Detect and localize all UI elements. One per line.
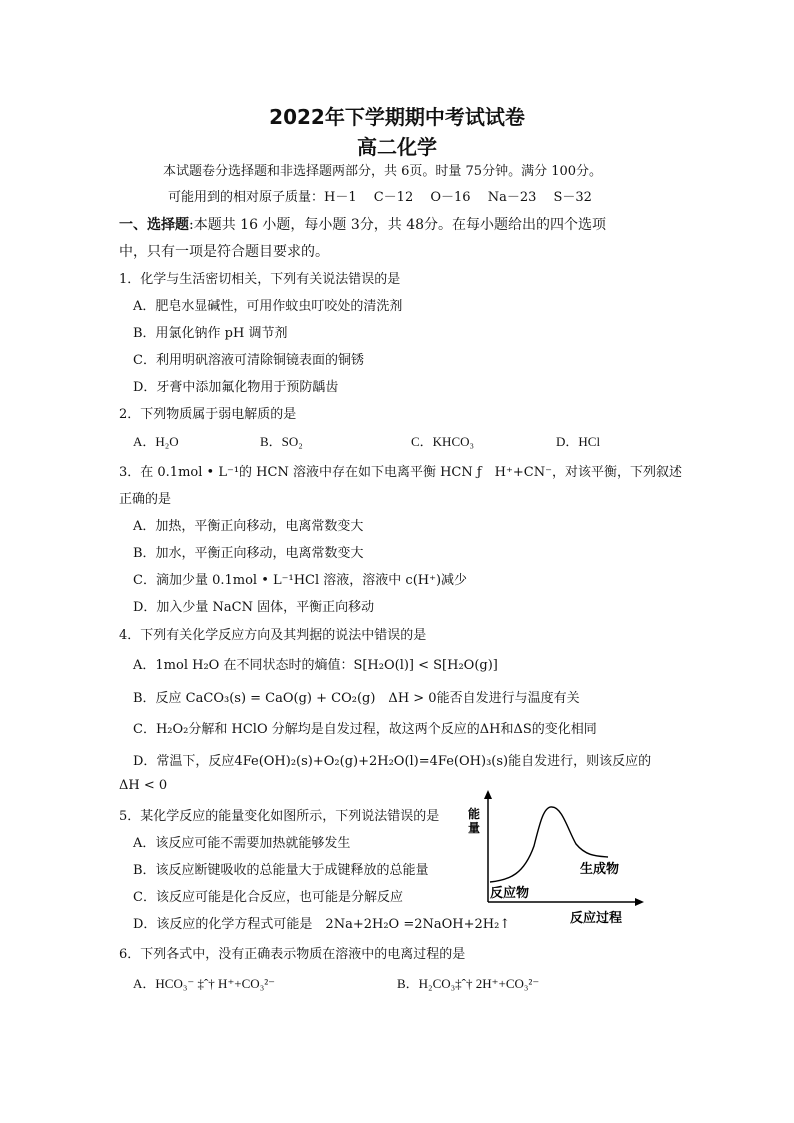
q4-option-a: A．1mol H₂O 在不同状态时的熵值：S[H₂O(l)] < S[H₂O(g)] [133,658,498,673]
q3-option-a: A．加热，平衡正向移动，电离常数变大 [133,519,364,534]
y-axis-arrow-icon [484,790,492,799]
q5-stem: 5．某化学反应的能量变化如图所示，下列说法错误的是 [119,809,440,824]
q3-option-d: D．加入少量 NaCN 固体，平衡正向移动 [133,600,375,615]
product-label: 生成物 [580,862,620,877]
section-header [119,214,606,234]
y-axis-label-bottom: 量 [468,821,481,835]
x-axis-label: 反应过程 [570,911,623,926]
q1-option-b: B．用氯化钠作 pH 调节剂 [133,326,288,341]
q3-stem-line1: 3．在 0.1mol • L⁻¹的 HCN 溶液中存在如下电离平衡 HCN ƒ H⁺+CN⁻，对该平衡，下列叙述 [119,465,682,480]
exam-title: 2022年下学期期中考试试卷 [269,105,525,129]
section-text-2: 中，只有一项是符合题目要求的。 [119,244,329,260]
q2-option-c: C．KHCO₃ [411,434,475,449]
q2-option-d: D．HCl [556,434,601,449]
q4-option-d-line1: D．常温下，反应4Fe(OH)₂(s)+O₂(g)+2H₂O(l)=4Fe(OH)₃(s)能自发进行，则该反应的 [133,754,652,769]
q5-option-d: D．该反应的化学方程式可能是 2Na+2H₂O =2NaOH+2H₂↑ [133,917,511,932]
q1-stem: 1．化学与生活密切相关，下列有关说法错误的是 [119,272,401,287]
exam-subject: 高二化学 [357,135,437,159]
q4-option-d-line2: ΔH < 0 [119,778,168,793]
q3-stem-line2: 正确的是 [119,492,172,507]
reactant-label: 反应物 [490,886,530,901]
q2-stem: 2．下列物质属于弱电解质的是 [119,407,297,422]
q3-option-c: C．滴加少量 0.1mol • L⁻¹HCl 溶液，溶液中 c(H⁺)减少 [133,573,468,588]
q5-option-a: A．该反应可能不需要加热就能够发生 [133,836,351,851]
q6-stem: 6．下列各式中，没有正确表示物质在溶液中的电离过程的是 [119,947,466,962]
atomic-masses: 可能用到的相对原子质量：H－1 C－12 O－16 Na－23 S－32 [168,190,592,205]
q1-option-d: D．牙膏中添加氟化物用于预防龋齿 [133,380,339,395]
q4-stem: 4．下列有关化学反应方向及其判据的说法中错误的是 [119,628,427,643]
q4-option-c: C．H₂O₂分解和 HClO 分解均是自发过程，故这两个反应的ΔH和ΔS的变化相同 [133,722,597,737]
exam-intro: 本试题卷分选择题和非选择题两部分，共 6页。时量 75分钟。满分 100分。 [163,164,603,179]
q6-option-b: B．H₂CO₃‡ˆ† 2H⁺+CO₃²⁻ [397,976,540,991]
section-label: 一、选择题 [119,217,189,233]
x-axis-arrow-icon [635,898,644,906]
q1-option-a: A．肥皂水显碱性，可用作蚊虫叮咬处的清洗剂 [133,299,403,314]
q1-option-c: C．利用明矾溶液可清除铜镜表面的铜锈 [133,353,364,368]
q2-option-a: A．H₂O [133,434,179,449]
q5-option-c: C．该反应可能是化合反应，也可能是分解反应 [133,890,403,905]
q2-option-b: B．SO₂ [260,434,303,449]
q5-option-b: B．该反应断键吸收的总能量大于成键释放的总能量 [133,863,429,878]
y-axis-label-top: 能 [468,807,481,821]
q6-option-a: A．HCO₃⁻ ‡ˆ† H⁺+CO₃²⁻ [133,976,275,991]
q3-option-b: B．加水，平衡正向移动，电离常数变大 [133,546,364,561]
section-text: :本题共 16 小题，每小题 3分，共 48分。在每小题给出的四个选项 [189,217,607,233]
q4-option-b: B．反应 CaCO₃(s) = CaO(g) + CO₂(g) ΔH > 0能否自发进行与温度有关 [133,691,580,706]
energy-diagram [462,788,652,926]
